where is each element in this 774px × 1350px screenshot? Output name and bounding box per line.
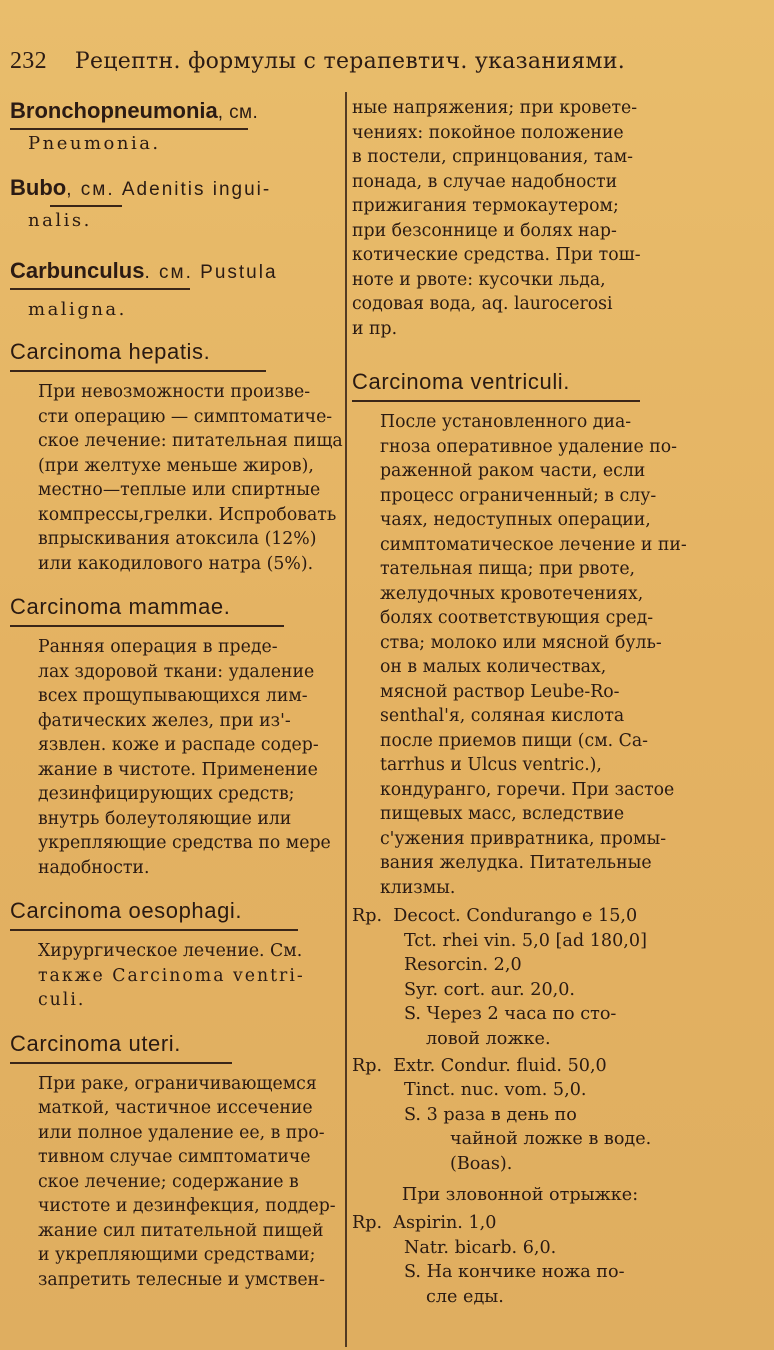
section-carcinoma-uteri	[10, 1029, 343, 1293]
section-heading: Carcinoma hepatis.	[10, 337, 266, 372]
section-text	[10, 1072, 343, 1293]
left-column	[10, 96, 343, 1292]
rx-line: ловой ложке.	[426, 1028, 551, 1049]
entry-term: Carbunculus	[10, 258, 145, 283]
text-line: при безсоннице и болях нар-	[352, 220, 617, 241]
entry-carbunculus	[10, 256, 343, 323]
text-line: процесс ограниченный; в слу-	[380, 485, 657, 506]
rx-line: Tct. rhei vin. 5,0 [ad 180,0]	[404, 930, 647, 951]
text-line: жание в чистоте. Применение	[38, 759, 318, 780]
text-line: чаях, недоступных операции,	[380, 510, 651, 530]
prescription-3	[352, 1211, 688, 1309]
section-text	[10, 635, 343, 880]
text-line: чистоте и дезинфекция, поддер-	[38, 1196, 336, 1216]
reference-target: maligna.	[28, 299, 127, 320]
cross-reference: , см.	[217, 102, 259, 123]
running-title: Рецептн. формулы с терапевтич. указаниями.	[74, 49, 626, 74]
text-line: раженной раком части, если	[380, 461, 646, 481]
section-carcinoma-mammae	[10, 592, 343, 880]
text-line: после приемов пищи (см. Ca-	[380, 730, 649, 751]
entry-term: Bronchopneumonia	[10, 98, 218, 123]
cross-reference: , см. Adenitis ingui-	[66, 179, 272, 200]
belching-note: При зловонной отрыжке:	[401, 1184, 639, 1205]
entry-bronchopneumonia	[10, 96, 343, 157]
text-line: ское лечение; содержание в	[38, 1171, 299, 1192]
text-line: и укрепляющими средствами;	[38, 1245, 316, 1265]
text-line: жание сил питательной пищей	[38, 1220, 324, 1241]
text-line: тивном случае симптоматиче	[38, 1147, 311, 1167]
text-line: содовая вода, aq. laurocerosi	[352, 294, 613, 314]
rx-line: S. На кончике ножа по-	[404, 1262, 625, 1283]
text-line: желудочных кровотечениях,	[380, 583, 644, 604]
rx-line: Resorcin. 2,0	[404, 955, 522, 976]
text-line: также Carcinoma ventri-	[38, 965, 305, 986]
text-line: tarrhus и Ulcus ventric.),	[380, 755, 602, 775]
prescription-1	[352, 904, 688, 1052]
text-line: симптоматическое лечение и пи-	[380, 534, 687, 555]
text-line: ства; молоко или мясной буль-	[380, 632, 662, 653]
text-line: вания желудка. Питательные	[380, 853, 652, 873]
prescription-2	[352, 1054, 688, 1177]
text-line: ноте и рвоте: кусочки льда,	[352, 269, 606, 290]
section-carcinoma-oesophagi	[10, 896, 343, 1013]
rp-label: Rp.	[352, 1055, 383, 1076]
text-line: ные напряжения; при кровете-	[352, 98, 638, 118]
text-line: маткой, частичное иссечение	[38, 1098, 313, 1118]
text-line: ское лечение: питательная пища	[38, 431, 343, 451]
section-heading: Carcinoma ventriculi.	[352, 367, 640, 402]
rx-line: сле еды.	[426, 1286, 504, 1307]
text-line: пищевых масс, вследствие	[380, 804, 625, 824]
rx-line: Extr. Condur. fluid. 50,0	[393, 1055, 607, 1076]
text-line: сти операцию — симптоматиче-	[38, 406, 333, 427]
rp-label: Rp.	[352, 1213, 383, 1234]
section-heading: Carcinoma mammae.	[10, 592, 284, 627]
entry-term: Bubo	[10, 175, 67, 200]
column-divider	[345, 92, 347, 1347]
text-line: senthal'я, соляная кислота	[380, 706, 625, 726]
text-line: дезинфицирующих средств;	[38, 784, 295, 804]
text-line: компрессы,грелки. Испробовать	[38, 504, 337, 525]
section-carcinoma-ventriculi	[352, 367, 688, 900]
text-line: всех прощупывающихся лим-	[38, 686, 308, 706]
page-header	[10, 48, 750, 75]
text-line: укрепляющие средства по мере	[38, 833, 331, 853]
rx-line: S. 3 раза в день по	[404, 1104, 577, 1125]
text-line: болях соответствующия сред-	[380, 608, 654, 628]
text-line: Хирургическое лечение. См.	[38, 941, 303, 961]
rx-line: чайной ложке в воде.	[450, 1129, 652, 1150]
rx-line: (Boas).	[450, 1153, 513, 1174]
text-line: или полное удаление ее, в про-	[38, 1122, 325, 1143]
reference-target: nalis.	[28, 210, 92, 231]
text-line: тательная пища; при рвоте,	[380, 559, 636, 579]
text-line: котические средства. При тош-	[352, 245, 641, 265]
text-line: местно—теплые или спиртные	[38, 480, 321, 500]
text-line: При раке, ограничивающемся	[38, 1073, 317, 1094]
text-line: При невозможности произве-	[38, 382, 311, 402]
text-line: язвлен. коже и распаде содер-	[38, 735, 319, 755]
page-number: 232	[10, 48, 47, 74]
text-line: понада, в случае надобности	[352, 171, 618, 192]
entry-bubo	[10, 173, 343, 234]
text-line: кондуранго, горечи. При застое	[380, 779, 675, 800]
text-line: с'ужения привратника, промы-	[380, 828, 667, 849]
section-heading: Carcinoma uteri.	[10, 1029, 232, 1064]
text-line: надобности.	[38, 857, 150, 878]
text-line: в постели, спринцования, там-	[352, 147, 634, 167]
rx-line: S. Через 2 часа по сто-	[404, 1004, 617, 1025]
text-line: Ранняя операция в преде-	[38, 637, 278, 657]
cross-reference: . см. Pustula	[144, 262, 278, 283]
rx-line: Tinct. nuc. vom. 5,0.	[404, 1080, 587, 1101]
text-line: culi.	[38, 990, 86, 1010]
text-line: После установленного диа-	[380, 412, 632, 432]
section-carcinoma-hepatis	[10, 337, 343, 576]
text-line: клизмы.	[380, 877, 456, 898]
text-line: гноза оперативное удаление по-	[380, 436, 677, 457]
rx-line: Natr. bicarb. 6,0.	[404, 1237, 557, 1258]
text-line: мясной раствор Leube-Ro-	[380, 681, 620, 702]
reference-target: Pneumonia.	[28, 133, 161, 154]
uteri-continuation	[352, 96, 688, 341]
text-line: чениях: покойное положение	[352, 122, 624, 143]
right-column	[352, 96, 688, 1310]
rx-line: Syr. cort. aur. 20,0.	[404, 979, 576, 1000]
text-line: или какодилового натра (5%).	[38, 553, 314, 574]
section-text	[352, 410, 688, 900]
section-heading: Carcinoma oesophagi.	[10, 896, 298, 931]
text-line: прижигания термокаутером;	[352, 196, 619, 216]
text-line: внутрь болеутоляющие или	[38, 808, 292, 829]
rx-line: Decoct. Condurango e 15,0	[393, 906, 638, 926]
section-text	[10, 939, 343, 1013]
text-line: запретить телесные и умствен-	[38, 1269, 325, 1290]
text-line: лах здоровой ткани: удаление	[38, 661, 315, 682]
text-line: фатических желез, при из'-	[38, 710, 291, 731]
rp-label: Rp.	[352, 906, 383, 926]
text-line: (при желтухе меньше жиров),	[38, 455, 314, 476]
text-line: он в малых количествах,	[380, 657, 607, 677]
term-underline	[10, 288, 190, 290]
rx-line: Aspirin. 1,0	[393, 1213, 497, 1234]
text-line: впрыскивания атоксила (12%)	[38, 529, 317, 549]
text-line: и пр.	[352, 318, 398, 339]
section-text	[10, 380, 343, 576]
